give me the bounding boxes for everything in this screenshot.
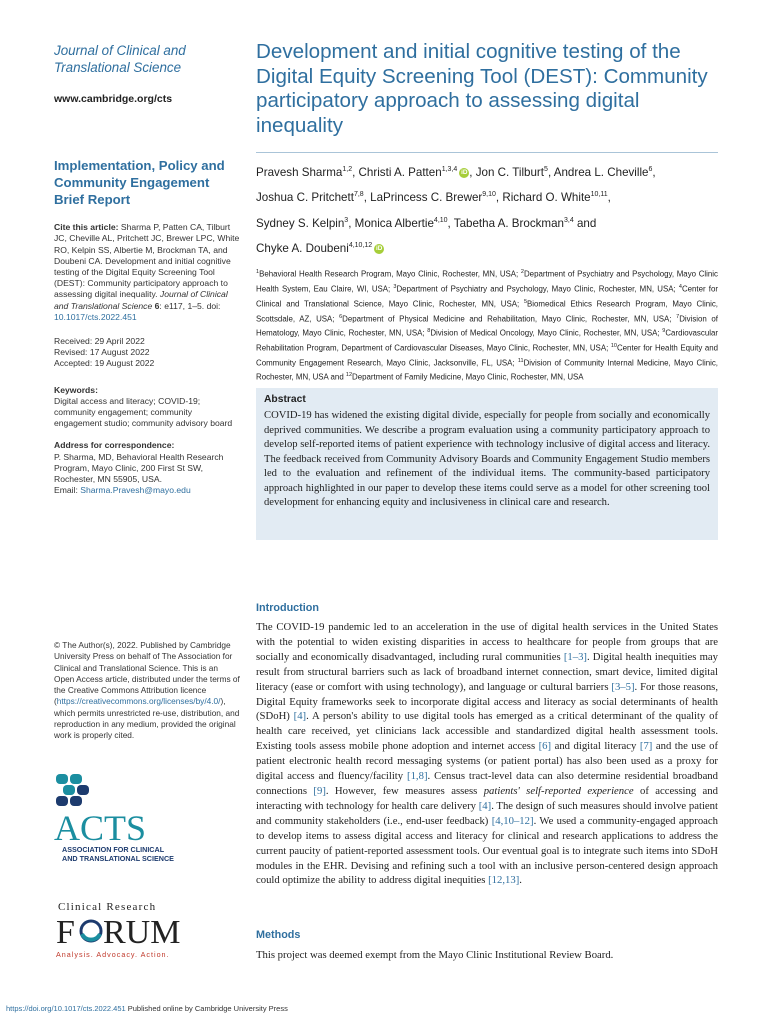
cite-volume: 6 (154, 300, 160, 311)
author-affiliation-sup: 10,11 (590, 191, 608, 199)
orcid-icon[interactable]: iD (461, 168, 468, 176)
affiliation-number: 1 (256, 269, 260, 276)
citation (54, 222, 240, 323)
intro-text: . We used a community-engaged approach to develop items to assess digital access and literacy for clinical and research applications to address the current paucity of patient-reported assessment tools. Our eventual goal is to integrate such items into SDoH modules in the EHR. Devising and refining such a tool with an inclusive person-centered design approach could optimize the ability to address digital inequities (256, 814, 718, 887)
affiliations (256, 266, 718, 384)
cite-label: Cite this article: (54, 222, 119, 233)
email-link[interactable]: Sharma.Pravesh@mayo.edu (80, 485, 191, 496)
affiliation-text: Center for Health Equity and Community Engagement Research, Mayo Clinic, Jacksonville, FL, USA; (256, 343, 718, 368)
received-date: Received: 29 April 2022 (54, 336, 145, 347)
affiliation-number: 12 (345, 372, 353, 379)
journal-name: Journal of Clinical and Translational Science (54, 43, 186, 75)
author-name: Andrea L. Cheville (553, 165, 649, 179)
author-affiliation-sup: 4,10,12 (348, 242, 373, 250)
affiliation-number: 5 (523, 298, 528, 305)
citation-ref-link[interactable]: [4] (478, 799, 492, 812)
acts-logo (54, 772, 240, 869)
acts-hex-2 (70, 774, 82, 784)
journal-website[interactable]: www.cambridge.org/cts (54, 93, 173, 105)
citation-ref-link[interactable]: [7] (639, 740, 653, 753)
methods-body: This project was deemed exempt from the Mayo Clinic Institutional Review Board. (256, 949, 614, 961)
keywords-text: Digital access and literacy; COVID-19; community engagement; community engagement studio; community advisory board (54, 395, 233, 429)
abstract-box (256, 388, 718, 540)
footer-doi-link[interactable]: https://doi.org/10.1017/cts.2022.451 (6, 1004, 126, 1013)
acts-subtitle-1: ASSOCIATION FOR CLINICAL (62, 845, 165, 854)
methods-heading: Methods (256, 929, 301, 941)
author-affiliation-sup: 3 (344, 216, 349, 224)
author-name: Monica Albertie (354, 216, 434, 230)
affiliation-number: 9 (662, 328, 666, 335)
article-header (256, 40, 718, 384)
affiliation-number: 7 (676, 313, 680, 320)
affiliation-number: 6 (339, 313, 343, 320)
affiliation-text: Division of Hematology, Mayo Clinic, Rochester, MN, USA; (256, 314, 718, 338)
forum-letter-f: F (56, 914, 75, 951)
author-list (256, 159, 718, 260)
intro-text: . Digital health inequities may result from structural barriers such as lack of broadband internet connection, smart device, limited digital literacy (ease or comfort with using technology), and language or cultural barriers (256, 650, 718, 693)
author-affiliation-sup: 9,10 (482, 191, 496, 199)
author-name: Sydney S. Kelpin (256, 216, 345, 230)
email-label: Email: (54, 485, 81, 496)
page-footer (6, 1004, 288, 1013)
author-name: Pravesh Sharma (256, 165, 343, 179)
author-separator: , (363, 191, 371, 205)
correspondence-address: P. Sharma, MD, Behavioral Health Research Program, Mayo Clinic, 200 First St SW, Rochester, MN 55905, USA. (54, 451, 224, 485)
cite-text: Sharma P, Patten CA, Tilburt JC, Cheville AL, Pritchett JC, Brewer LPC, White RO, Kelpin SS, Albertie M, Brockman TA, and Doubeni CA. Development and initial cognitive testing of the Digital Equity Screening Tool (DEST): Community participatory approach to assessing digital inequality. (54, 222, 240, 300)
affiliation-number: 11 (517, 357, 524, 364)
citation-ref-link[interactable]: [9] (313, 784, 326, 797)
correspondence-label: Address for correspondence: (54, 440, 175, 451)
forum-top-text: Clinical Research (58, 901, 157, 913)
affiliation-text: Division of Community Internal Medicine, Mayo Clinic, Rochester, MN, USA and (256, 358, 718, 383)
intro-text: . However, few measures assess (325, 784, 484, 797)
license-text-b: ), which permits unrestricted re-use, distribution, and reproduction in any medium, provided the original work is properly cited. (54, 696, 240, 741)
affiliation-number: 2 (520, 269, 524, 276)
acts-hex-5 (56, 796, 68, 806)
author-name: LaPrincess C. Brewer (370, 191, 483, 205)
abstract-text: COVID-19 has widened the existing digital divide, especially for people from socially and economically deprived communities. We describe a program evaluation using a community participatory approach to develop self-reported items of patient experience with technology inclusive of digital access and literacy. The feedback received from Community Advisory Boards and Community Engagement Studio members led to the evaluation and refinement of the individual items. The community-based participatory approach highlighted in our paper to develop these items could serve as a model for other screening tool development for enhancing equity and inclusiveness in clinical care and research. (264, 410, 710, 508)
introduction-body (256, 620, 718, 888)
affiliation-text: Center for Clinical and Translational Science, Mayo Clinic, Rochester, MN, USA; (256, 284, 718, 309)
citation-ref-link[interactable]: [4,10–12] (491, 814, 534, 827)
author-affiliation-sup: 6 (648, 166, 653, 173)
affiliation-number: 3 (393, 284, 397, 291)
intro-text: . The design of such measures should involve patient and community stakeholders (i.e., end-user feedback) (256, 799, 718, 827)
sidebar (54, 42, 240, 496)
intro-text: of accessing and interacting with technology for health care delivery (256, 784, 718, 812)
intro-text: . Census tract-level data can also determine residential broadband connections (256, 770, 718, 797)
acts-wordmark: ACTS (54, 808, 147, 848)
acts-subtitle-2: AND TRANSLATIONAL SCIENCE (62, 854, 174, 863)
abstract-heading: Abstract (264, 394, 306, 405)
forum-o-swoosh (82, 934, 100, 940)
license-link[interactable]: https://creativecommons.org/licenses/by/4.0/ (56, 696, 221, 707)
affiliation-text: Division of Medical Oncology, Mayo Clinic, Rochester, MN, USA; (430, 328, 663, 338)
emphasis-text: patients' self-reported experience (483, 784, 634, 797)
clinical-research-forum-logo (54, 898, 240, 967)
intro-text: . For those reasons, Digital Equity frameworks seek to incorporate digital access and literacy as social determinants of health (SDoH) (256, 680, 718, 723)
article-dates (54, 336, 240, 370)
affiliation-number: 8 (427, 328, 431, 335)
intro-text: and digital literacy (551, 740, 640, 753)
forum-letters-rum: RUM (103, 914, 181, 951)
footer-published-text: Published online by Cambridge University Press (125, 1004, 288, 1013)
acts-hex-6 (70, 796, 82, 806)
intro-text: . A person's ability to use digital tools has emerged as a critical determinant of the quality of health care received, yet clinicians lack accessible and standardized digital health assessment tools. Existing tools assess mobile phone adoption and internet access (256, 710, 719, 753)
acts-hex-4 (77, 785, 89, 795)
correspondence (54, 440, 240, 496)
cite-journal: Journal of Clinical and Translational Science (54, 289, 228, 311)
author-affiliation-sup: 5 (544, 166, 548, 173)
author-separator: , (469, 165, 476, 179)
license-notice (54, 640, 240, 742)
affiliation-text: Behavioral Health Research Program, Mayo Clinic, Rochester, MN, USA; (259, 270, 521, 280)
author-name: Jon C. Tilburt (475, 165, 545, 179)
introduction-heading: Introduction (256, 602, 319, 614)
forum-logo-graphic (54, 898, 204, 962)
author-separator: , (348, 216, 355, 230)
affiliation-text: Department of Psychiatry and Psychology, Mayo Clinic Health System, Eau Claire, WI, USA; (256, 270, 719, 294)
intro-text: . (519, 874, 522, 887)
citation-ref-link[interactable]: [12,13] (488, 874, 520, 887)
citation-ref-link[interactable]: [6] (538, 740, 552, 753)
article-section: Implementation, Policy and Community Engagement Brief Report (54, 158, 225, 208)
author-separator: , (495, 191, 503, 205)
author-affiliation-sup: 1,3,4 (441, 166, 458, 173)
affiliation-text: Department of Family Medicine, Mayo Clinic, Rochester, MN, USA (352, 373, 584, 383)
author-separator: and (573, 216, 597, 230)
intro-text: and the use of patient electronic health record messaging systems (or patient portal) has also been used as a proxy for digital access and fluency/facility (256, 740, 719, 783)
article-title: Development and initial cognitive testing of the Digital Equity Screening Tool (DEST): Community participatory approach to assessing digital inequality (256, 40, 708, 137)
author-affiliation-sup: 7,8 (353, 191, 364, 199)
acts-hex-1 (56, 774, 68, 784)
author-separator: , (547, 165, 554, 179)
author-separator: , (352, 165, 359, 179)
citation-ref-link[interactable]: [1–3] (563, 650, 587, 663)
author-affiliation-sup: 4,10 (433, 216, 448, 224)
accepted-date: Accepted: 19 August 2022 (54, 358, 155, 369)
forum-tagline: Analysis. Advocacy. Action. (56, 950, 170, 959)
author-name: Joshua C. Pritchett (256, 191, 354, 205)
affiliation-text: Department of Psychiatry and Psychology, Mayo Clinic, Rochester, MN, USA; (396, 284, 679, 294)
acts-logo-graphic (54, 772, 204, 864)
acts-hex-3 (63, 785, 75, 795)
affiliation-text: Cardiovascular Rehabilitation Program, Department of Cardiovascular Diseases, Mayo Clinic, Rochester, MN, USA; (256, 328, 718, 353)
author-name: Chyke A. Doubeni (256, 241, 349, 255)
cite-doi-link[interactable]: 10.1017/cts.2022.451 (54, 311, 137, 322)
citation-ref-link[interactable]: [1,8] (407, 770, 428, 783)
author-separator: , (652, 165, 656, 179)
affiliation-text: Department of Physical Medicine and Rehabilitation, Mayo Clinic, Rochester, MN, USA; (342, 314, 677, 324)
license-text-a: © The Author(s), 2022. Published by Cambridge University Press on behalf of The Association for Clinical and Translational Science. This is an Open Access article, distributed under the terms of the Creative Commons Attribution licence ( (54, 640, 240, 707)
keywords-label: Keywords: (54, 384, 98, 395)
citation-ref-link[interactable]: [4] (293, 710, 307, 723)
author-affiliation-sup: 3,4 (563, 216, 574, 224)
citation-ref-link[interactable]: [3–5] (611, 680, 635, 693)
author-name: Richard O. White (502, 191, 591, 205)
affiliation-number: 4 (678, 284, 682, 291)
orcid-icon[interactable]: iD (375, 244, 383, 252)
keywords (54, 385, 240, 430)
affiliation-number: 10 (610, 343, 617, 350)
affiliation-text: Biomedical Ethics Research Program, Mayo Clinic, Scottsdale, AZ, USA; (256, 299, 718, 324)
correspondence-email-line (54, 485, 240, 496)
author-separator: , (607, 191, 611, 205)
author-name: Christi A. Patten (358, 165, 442, 179)
author-separator: , (447, 216, 454, 230)
intro-text: The COVID-19 pandemic led to an acceleration in the use of digital health services in the United States with the potential to widen existing disparities in access to healthcare for people from groups that are socially and economically disadvantaged, including rural communities (256, 621, 718, 663)
cite-rest: : e117, 1–5. doi: (159, 300, 221, 311)
author-affiliation-sup: 1,2 (342, 166, 353, 173)
title-divider (256, 152, 718, 153)
revised-date: Revised: 17 August 2022 (54, 347, 150, 358)
author-name: Tabetha A. Brockman (453, 216, 564, 230)
